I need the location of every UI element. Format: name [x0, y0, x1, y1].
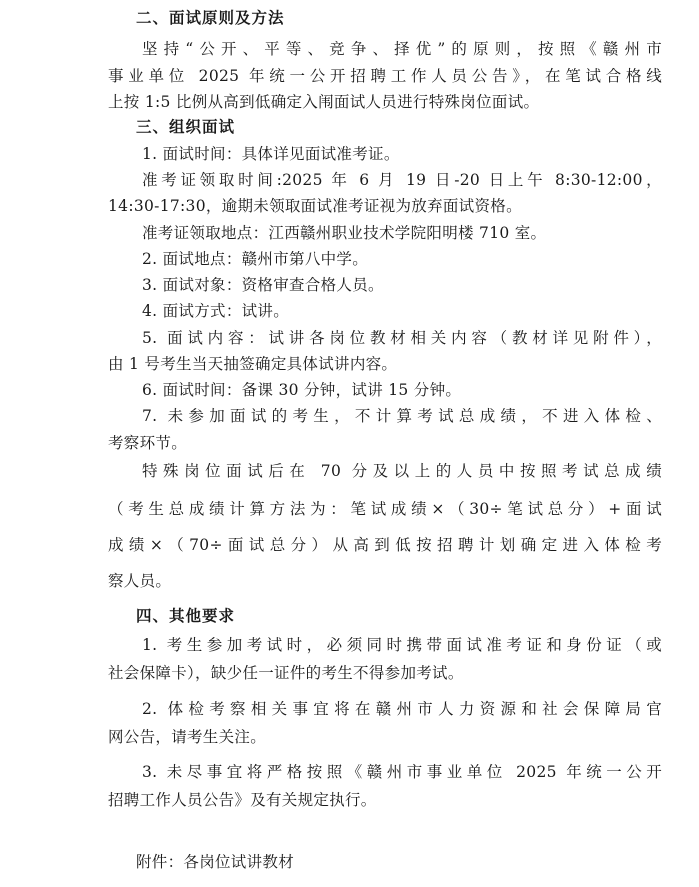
paragraph-line: 考察环节。	[108, 434, 188, 452]
paragraph-line: 上按 1:5 比例从高到低确定入闱面试人员进行特殊岗位面试。	[108, 93, 540, 111]
paragraph-line: 事业单位 2025 年统一公开招聘工作人员公告》，在笔试合格线	[108, 67, 662, 85]
list-item: 6. 面试时间：备课 30 分钟，试讲 15 分钟。	[142, 381, 462, 399]
list-item: 4. 面试方式：试讲。	[142, 302, 290, 320]
list-item: 3. 未尽事宜将严格按照《赣州市事业单位 2025 年统一公开	[142, 763, 662, 781]
paragraph-line: 坚持“公开、平等、竞争、择优”的原则，按照《赣州市	[142, 40, 662, 58]
section-heading-principles: 二、面试原则及方法	[136, 9, 285, 27]
paragraph-line: 察人员。	[108, 572, 172, 590]
paragraph-line: 社会保障卡），缺少任一证件的考生不得参加考试。	[108, 664, 464, 682]
list-item: 5. 面试内容：试讲各岗位教材相关内容（教材详见附件），	[142, 329, 662, 347]
paragraph-line: （考生总成绩计算方法为：笔试成绩×（30÷笔试总分）+面试	[108, 500, 662, 518]
list-item: 1. 考生参加考试时，必须同时携带面试准考证和身份证（或	[142, 636, 662, 654]
paragraph-line: 成绩×（70÷面试总分）从高到低按招聘计划确定进入体检考	[108, 536, 662, 554]
list-item: 1. 面试时间：具体详见面试准考证。	[142, 145, 400, 163]
section-heading-other: 四、其他要求	[136, 607, 236, 625]
list-item: 2. 体检考察相关事宜将在赣州市人力资源和社会保障局官	[142, 700, 662, 718]
paragraph-line: 14:30-17:30，逾期未领取面试准考证视为放弃面试资格。	[108, 197, 522, 215]
paragraph-line: 网公告，请考生关注。	[108, 728, 267, 746]
list-item: 7. 未参加面试的考生，不计算考试总成绩，不进入体检、	[142, 407, 662, 425]
paragraph-line: 招聘工作人员公告》及有关规定执行。	[108, 791, 377, 809]
attachment-note: 附件：各岗位试讲教材	[136, 853, 295, 871]
section-heading-organize: 三、组织面试	[136, 118, 236, 136]
list-item: 3. 面试对象：资格审查合格人员。	[142, 276, 384, 294]
paragraph-line: 准考证领取时间:2025 年 6 月 19 日-20 日上午 8:30-12:00，	[142, 171, 662, 189]
paragraph-line: 特殊岗位面试后在 70 分及以上的人员中按照考试总成绩	[142, 462, 662, 480]
paragraph-line: 准考证领取地点：江西赣州职业技术学院阳明楼 710 室。	[142, 224, 547, 242]
paragraph-line: 由 1 号考生当天抽签确定具体试讲内容。	[108, 355, 398, 373]
list-item: 2. 面试地点：赣州市第八中学。	[142, 250, 369, 268]
